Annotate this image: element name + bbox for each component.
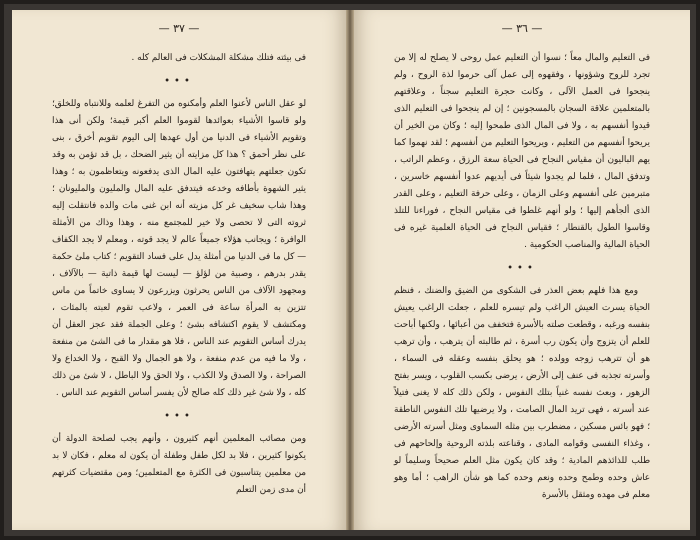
page-number: — ٣٦ —: [501, 22, 543, 35]
section-divider: •••: [164, 411, 194, 422]
book-spread: [4, 4, 696, 536]
paragraph: فى التعليم والمال معاً ؛ نسوا أن التعليم عمل روحى لا يصلح له إلا من تجرد للروح وشؤونها ، وفقهوه إلى عمل آلى حرموا لذة الروح ، ولم ينجحوا فى العمل الآلى ، وكانت حجرة التعليم سجناً ، وعلاقتهم بالمتعلمين علاقة السجان بالمسجونين ؛ إن لم ينجحوا فى التعليم الذى قيدوا أنفسهم به ، ولا فى المال الذى طمحوا إليه ؛ وكان من الخير أن يريحوا أنفسهم من التعليم ، ويريحوا التعليم من أنفسهم ؛ لقد نهموا كما يهم الباليون أن مقياس النجاح فى الحياة سعة الرزق ، وعظم الراتب ، وتدفق المال ، فلما لم يجدوا شيئاً فى أيديهم عدوا أنفسهم خاسرين ، متبرمين على أنفسهم وعلى الزمان ، وعلى حرفة التعليم ، وعلى القدر الذى ألجأهم إليها ؛ ولو أنهم غلطوا فى مقياس النجاح ، فوراءنا للتلذ وقاسوا الطول بالقنطار ؛ فقياس النجاح فى الحياة العلمية غيره فى الحياة المالية والمناصب الحكومية .: [394, 53, 650, 250]
section-divider: •••: [164, 76, 194, 87]
paragraph-ending: فى بيئته فتلك مشكلة المشكلات فى العالم كله .: [131, 53, 306, 63]
paragraph: ومع هذا فلهم بعض العذر فى الشكوى من الضيق والضنك ، فنظم الحياة يسرت العيش الراغب ولم تيسره للعلم ، جعلت الراغب يعيش بنفسه ورغبه ، وقطعت صلته بالأسرة فتخفف من أعبائها ، ولكنها أباحت للعلم أن يتزوج وأن يكون رب أسرة ، ثم طالبته أن يترهب ، وأن ترهب هو أن تترهب زوجه وولده ؛ هو يحلق بنفسه وعقله فى السماء ، وأسرته تجذبه فى عنف إلى الأرض ، يرضى بكسب القلوب ، ويسر بفتح الزهور ، وبعث نفسه غنياً بتلك النفوس ، ولكن ذلك كله لا يغنى فتيلاً عند أسرته ، فهى تريد المال الصامت ، ولا يرضيها تلك النفوس الناطقة ؛ فهو بائس مسكين ، مضطرب بين مثله السماوى ومثل أسرته الأرضى ، وغذاء النفسى وقوامه المادى ، وقناعته بلذته الروحية وإلحاحهم فى طلب للذائذهم المادية ؛ وقد كان يكون مثل العلم صحيحاً وسليماً لو عاش وحده وطمح وحده ونعم وحده كما هو شأن الراهب ؛ أما وهو معلم فى مهده ومثقل بالأسرة: [394, 286, 650, 500]
section-divider: •••: [507, 263, 537, 274]
page-number: — ٣٧ —: [158, 22, 200, 35]
paragraph: لو عقل الناس لأعنوا العلم وأمكنوه من التفرغ لعلمه وللانتباه وللخلق؛ ولو قاسوا الأشياء بعوائدها لقوموا العلم أكبر قيمة؛ ولكن أنى هذا وتقويم الأشياء فى الدنيا من أول عهدها إلى اليوم تقويم أخرق ، بنى على نظر أحمق ؟ هذا كل مزايته أن يثير الضحك ، بل قد تؤمن به وقد تكون جعلتهم يتهافتون عليه المال الذى يدفعونه ويتعاظمون به ؛ وهذا يثير الشهوة بأطافه وخدعه فيتدفق عليه المال والمليون والمليونان ؛ وهذا شاب سخيف غر كل مزيته أنه ابن غنى مات والده فانتقلت إليه ثروته التى لا تحصى ولا خير للمجتمع منه ، وهذا وذاك من الأمثلة الوافرة ؛ ويجانب هؤلاء جميعاً عالم لا يجد قوته ، ومعلم لا يجد الكفاف — كل ما فى الدنيا من أمثلة يدل على فساد التقويم ؛ كتاب ملئ حكمة يقدر بدرهم ، وصبية من لؤلؤ — ليست لها قيمة ذاتية — بالآلاف ، ومجهود الآلاف من الناس يحرثون ويزرعون لا يساوى خاتماً من ماس تتزين به المرأة ساعة فى العمر ، ولاعب تقوم لعبته بالمئات ، ومكتشف لا يقوم اكتشافه بشئ ؛ وعلى الجملة فقد عجز العقل أن يدرك أساس التقويم عند الناس ، فلا هو مقدار ما فى الشئ من منفعة ، ولا ما فيه من عدم منفعة ، ولا هو الجمال ولا القبح ، ولا الخداع ولا الصراحة ، ولا الصدق ولا الكذب ، ولا الحق ولا الباطل ، لا شئ من ذلك كله ، ولا شئ غير ذلك كله صالح لأن يفسر أساس التقويم عند الناس .: [52, 99, 306, 398]
paragraph: ومن مصائب المعلمين أنهم كثيرون ، وأنهم يجب لصلحة الدولة أن يكونوا كثيرين ، فلا بد لكل طفل وطفلة أن يكون له معلم ، فكان لا بد من معلمين يتناسبون فى الكثرة مع المتعلمين؛ ومن مقتضيات كثرتهم أن مدى زمن التعلم: [52, 434, 306, 495]
right-page: [354, 10, 690, 530]
book-gutter: [346, 10, 354, 530]
left-page: [12, 10, 346, 530]
